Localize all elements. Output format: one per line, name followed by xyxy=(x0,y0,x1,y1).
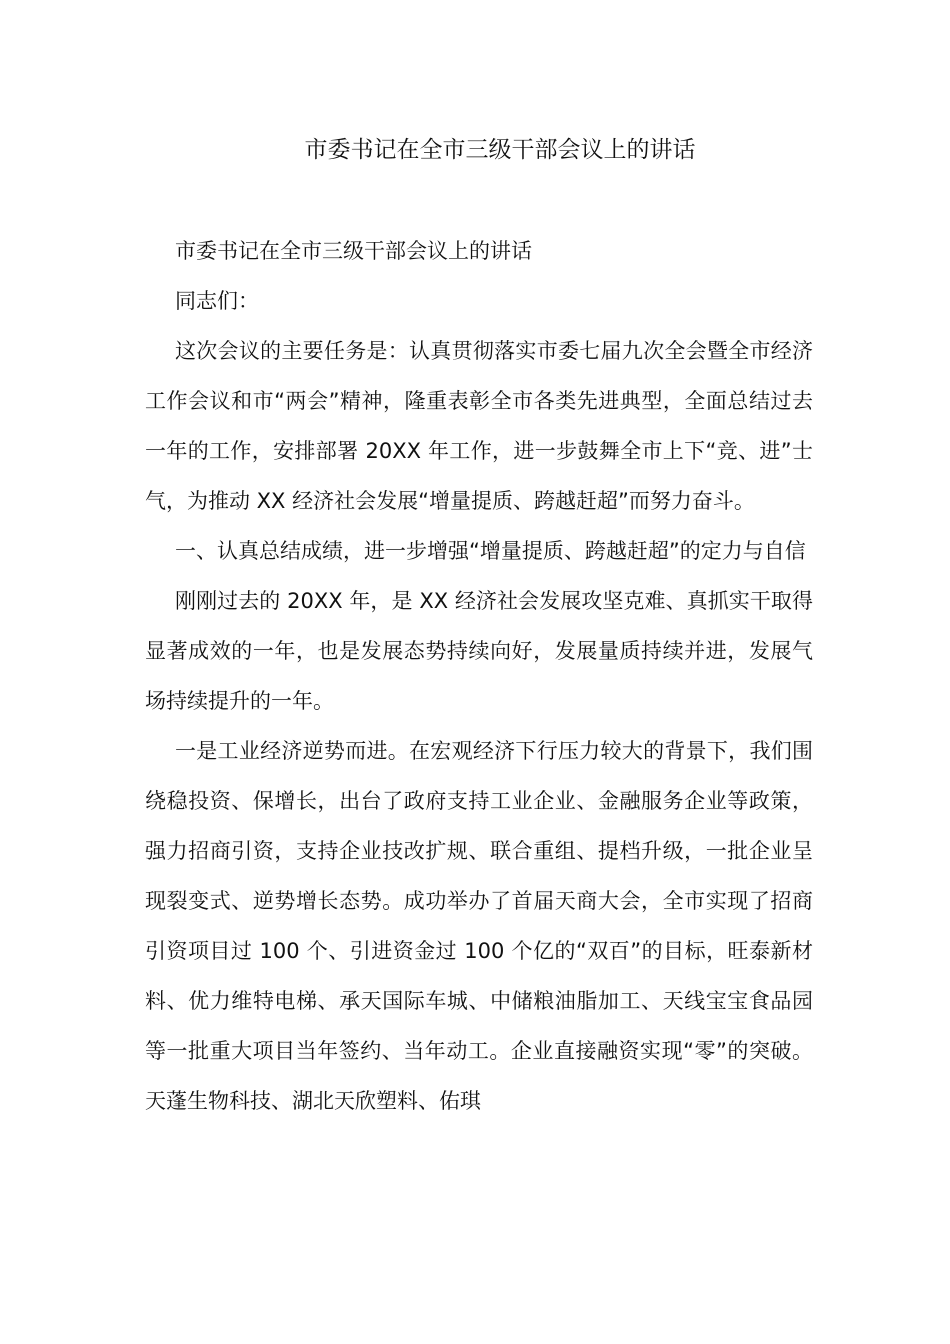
paragraph-heading-repeat: 市委书记在全市三级干部会议上的讲话 xyxy=(175,239,532,263)
section-heading-one: 一、认真总结成绩，进一步增强“增量提质、跨越赶超”的定力与自信 xyxy=(175,539,806,563)
paragraph-meeting-task: 这次会议的主要任务是：认真贯彻落实市委七届九次全会暨全市经济工作会议和市“两会”精神，隆重表彰全市各类先进典型，全面总结过去一年的工作，安排部署 20XX 年工作，进一步鼓舞全市上下“竞、进”士气，为推动 XX 经济社会发展“增量提质、跨越赶超”而努力奋斗。 xyxy=(145,339,813,513)
paragraph-year-review: 刚刚过去的 20XX 年，是 XX 经济社会发展攻坚克难、真抓实干取得显著成效的一年，也是发展态势持续向好，发展量质持续并进，发展气场持续提升的一年。 xyxy=(145,589,813,713)
paragraph-salutation: 同志们： xyxy=(175,289,259,313)
document-body xyxy=(145,226,813,1126)
paragraph-industrial-economy: 一是工业经济逆势而进。在宏观经济下行压力较大的背景下，我们围绕稳投资、保增长，出台了政府支持工业企业、金融服务企业等政策，强力招商引资，支持企业技改扩规、联合重组、提档升级，一批企业呈现裂变式、逆势增长态势。成功举办了首届天商大会，全市实现了招商引资项目过 100 个、引进资金过 100 个亿的“双百”的目标，旺泰新材料、优力维特电梯、承天国际车城、中储粮油脂加工、天线宝宝食品园等一批重大项目当年签约、当年动工。企业直接融资实现“零”的突破。天蓬生物科技、湖北天欣塑料、佑琪 xyxy=(145,739,813,1113)
document-title: 市委书记在全市三级干部会议上的讲话 xyxy=(304,137,696,163)
